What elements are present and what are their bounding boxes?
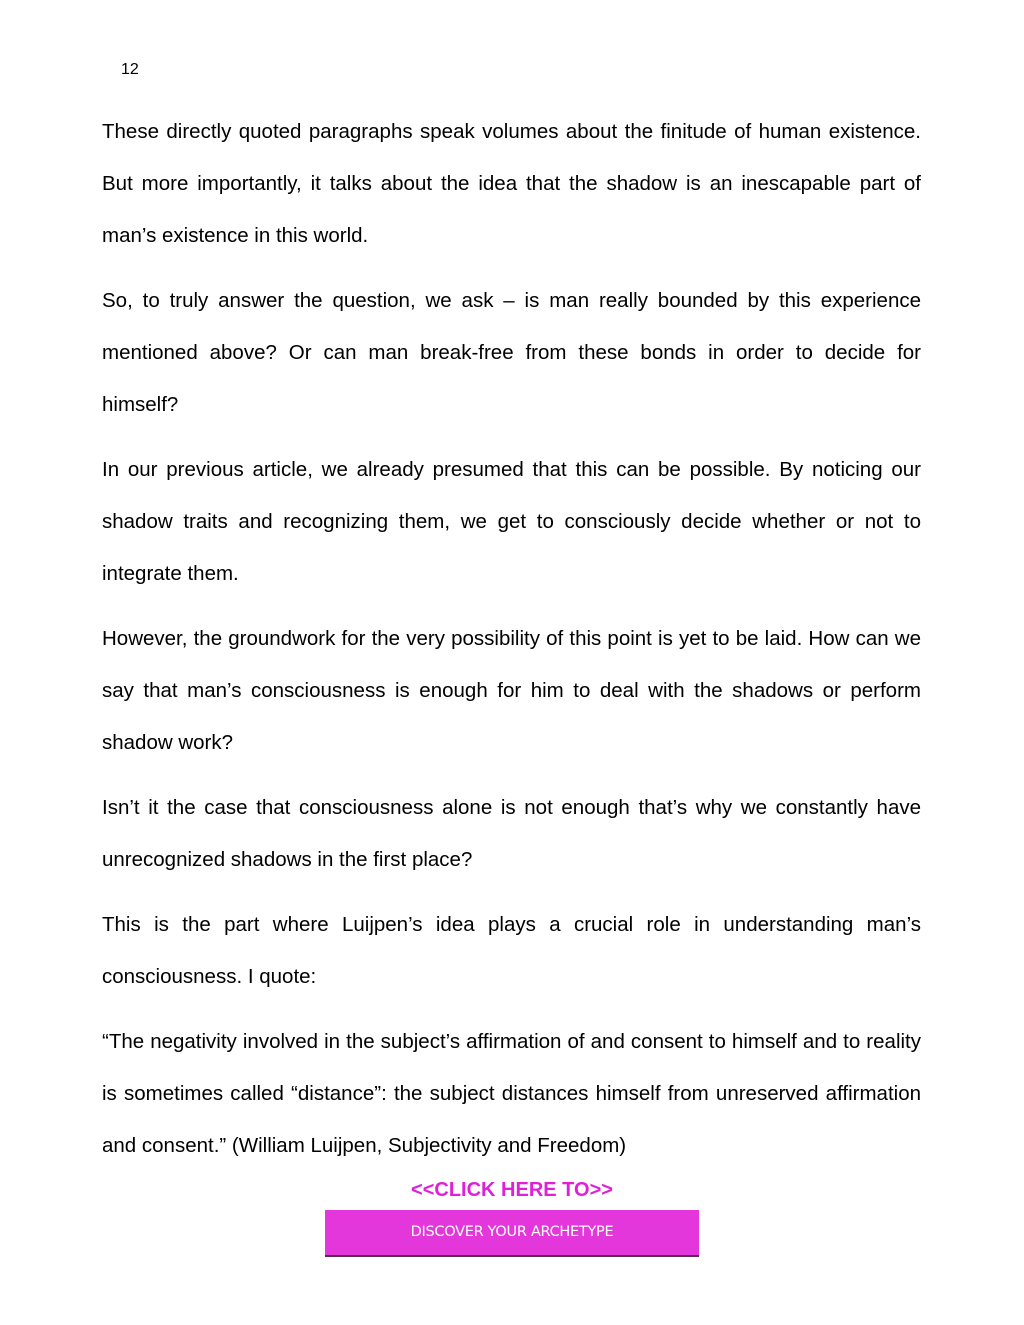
document-body	[102, 106, 921, 1185]
paragraph: However, the groundwork for the very possibility of this point is yet to be laid. How can we say that man’s consciousness is enough for him to deal with the shadows or perform shadow work?	[102, 627, 921, 754]
paragraph: Isn’t it the case that consciousness alone is not enough that’s why we constantly have unrecognized shadows in the first place?	[102, 796, 921, 871]
paragraph: This is the part where Luijpen’s idea plays a crucial role in understanding man’s consciousness. I quote:	[102, 913, 921, 988]
page-number: 12	[121, 61, 139, 78]
discover-archetype-button[interactable]: DISCOVER YOUR ARCHETYPE	[325, 1210, 699, 1257]
quote-paragraph: “The negativity involved in the subject’s affirmation of and consent to himself and to reality is sometimes called “distance”: the subject distances himself from unreserved affirmation and consent.” (William Luijpen, Subjectivity and Freedom)	[102, 1030, 921, 1157]
paragraph: So, to truly answer the question, we ask – is man really bounded by this experience mentioned above? Or can man break-free from these bonds in order to decide for himself?	[102, 289, 921, 416]
paragraph: These directly quoted paragraphs speak volumes about the finitude of human existence. But more importantly, it talks about the idea that the shadow is an inescapable part of man’s existence in this world.	[102, 120, 921, 247]
paragraph: In our previous article, we already presumed that this can be possible. By noticing our shadow traits and recognizing them, we get to consciously decide whether or not to integrate them.	[102, 458, 921, 585]
click-here-link[interactable]: <<CLICK HERE TO>>	[411, 1179, 613, 1201]
